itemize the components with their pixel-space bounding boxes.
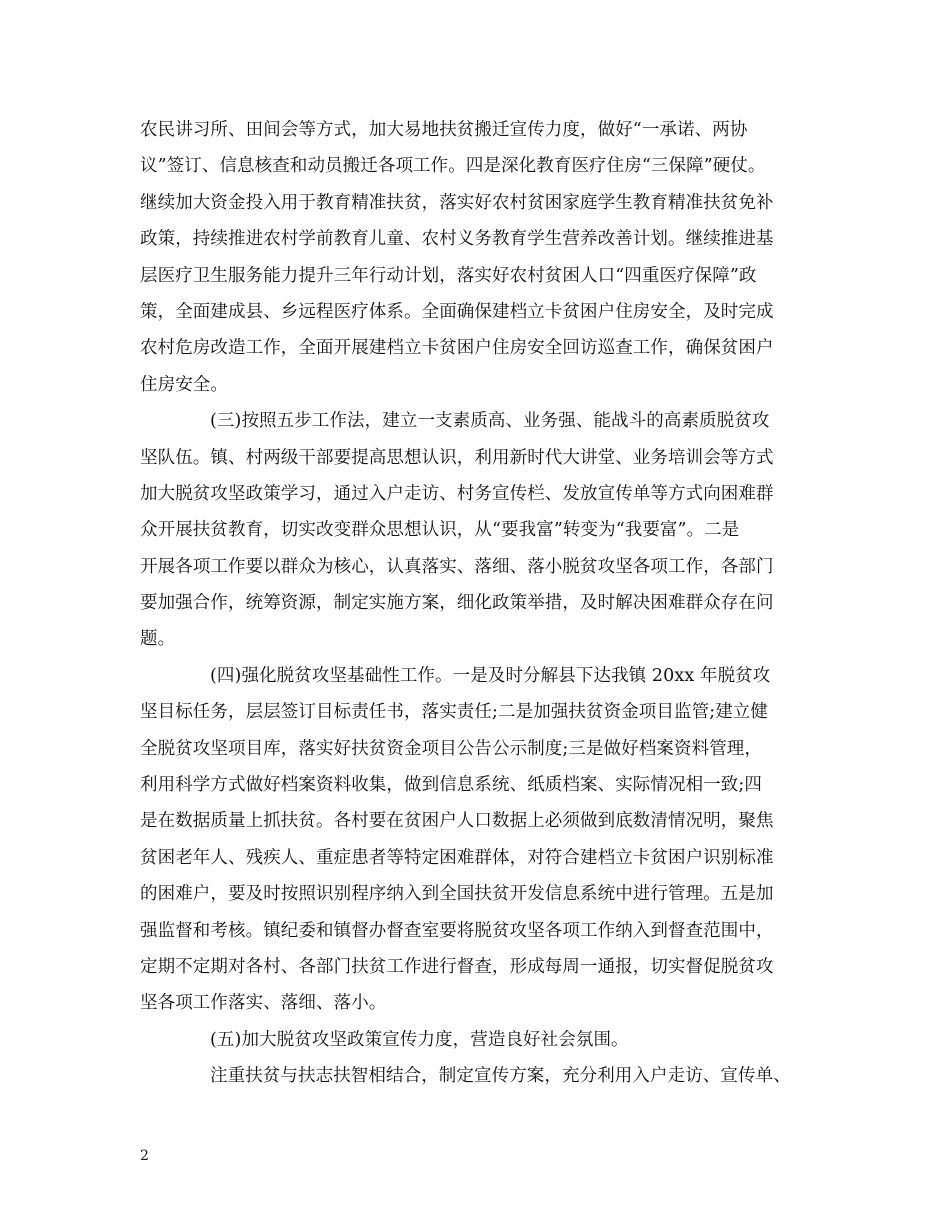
text-line: 政策，持续推进农村学前教育儿童、农村义务教育学生营养改善计划。继续推进基 <box>140 229 774 250</box>
text-line: 众开展扶贫教育，切实改变群众思想认识，从“要我富”转变为“我要富”。二是 <box>140 520 740 541</box>
text-line: 的困难户，要及时按照识别程序纳入到全国扶贫开发信息系统中进行管理。五是加 <box>140 884 774 905</box>
text-line: (四)强化脱贫攻坚基础性工作。一是及时分解县下达我镇 20xx 年脱贫攻 <box>210 665 771 686</box>
text-line: 坚各项工作落实、落细、落小。 <box>140 993 387 1014</box>
text-line: 注重扶贫与扶志扶智相结合，制定宣传方案，充分利用入户走访、宣传单、 <box>210 1066 791 1087</box>
text-line: 利用科学方式做好档案资料收集，做到信息系统、纸质档案、实际情况相一致;四 <box>140 775 762 796</box>
text-line: 层医疗卫生服务能力提升三年行动计划，落实好农村贫困人口“四重医疗保障”政 <box>140 265 757 286</box>
text-line: 全脱贫攻坚项目库，落实好扶贫资金项目公告公示制度;三是做好档案资料管理， <box>140 738 762 759</box>
text-line: 贫困老年人、残疾人、重症患者等特定困难群体，对符合建档立卡贫困户识别标准 <box>140 847 774 868</box>
text-line: 农民讲习所、田间会等方式，加大易地扶贫搬迁宣传力度，做好“一承诺、两协 <box>140 120 748 140</box>
text-line: 是在数据质量上抓扶贫。各村要在贫困户人口数据上必须做到底数清情况明，聚焦 <box>140 811 774 832</box>
text-line: 坚目标任务，层层签订目标责任书，落实责任;二是加强扶贫资金项目监管;建立健 <box>140 702 768 723</box>
text-line: 住房安全。 <box>140 374 228 395</box>
text-line: 定期不定期对各村、各部门扶贫工作进行督查，形成每周一通报，切实督促脱贫攻 <box>140 956 774 977</box>
text-line: 策，全面建成县、乡远程医疗体系。全面确保建档立卡贫困户住房安全，及时完成 <box>140 301 774 322</box>
text-line: 加大脱贫攻坚政策学习，通过入户走访、村务宣传栏、发放宣传单等方式向困难群 <box>140 483 774 504</box>
page-number: 2 <box>140 1148 149 1164</box>
text-line: 开展各项工作要以群众为核心，认真落实、落细、落小脱贫攻坚各项工作，各部门 <box>140 556 774 577</box>
text-line: 议”签订、信息核查和动员搬迁各项工作。四是深化教育医疗住房“三保障”硬仗。 <box>140 156 766 177</box>
text-line: 坚队伍。镇、村两级干部要提高思想认识，利用新时代大讲堂、业务培训会等方式 <box>140 447 774 468</box>
text-line: (三)按照五步工作法，建立一支素质高、业务强、能战斗的高素质脱贫攻 <box>210 411 770 432</box>
text-line: 要加强合作，统筹资源，制定实施方案，细化政策举措，及时解决困难群众存在问 <box>140 593 774 614</box>
text-line: (五)加大脱贫攻坚政策宣传力度，营造良好社会氛围。 <box>210 1029 629 1050</box>
text-line: 继续加大资金投入用于教育精准扶贫，落实好农村贫困家庭学生教育精准扶贫免补 <box>140 192 774 213</box>
text-line: 农村危房改造工作，全面开展建档立卡贫困户住房安全回访巡查工作，确保贫困户 <box>140 338 774 359</box>
text-line: 强监督和考核。镇纪委和镇督办督查室要将脱贫攻坚各项工作纳入到督查范围中， <box>140 920 774 941</box>
body-text <box>140 112 820 1095</box>
text-line: 题。 <box>140 629 176 650</box>
